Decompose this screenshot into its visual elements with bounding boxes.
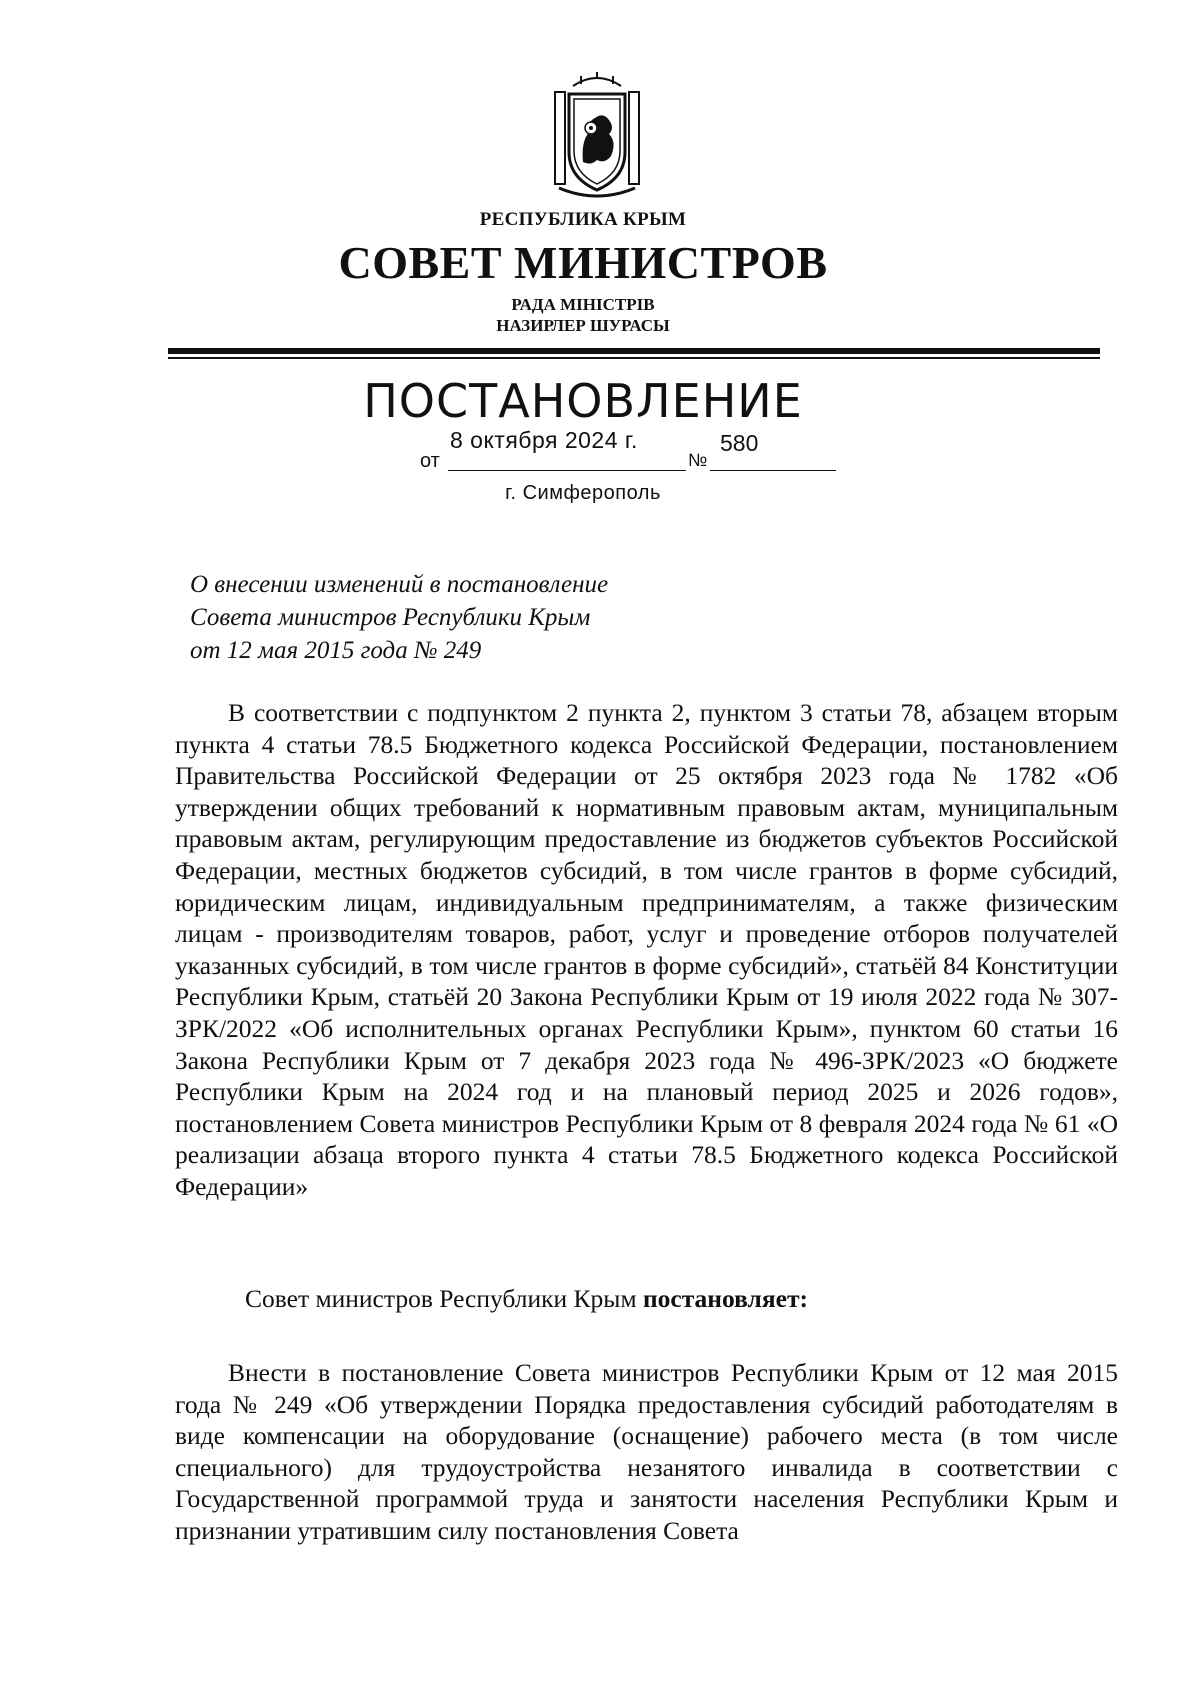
- subject-block: [190, 568, 750, 667]
- date-underline: [448, 470, 686, 471]
- document-type-title: ПОСТАНОВЛЕНИЕ: [363, 374, 803, 428]
- header-divider-thin: [168, 357, 1100, 359]
- council-title-tt: НАЗИРЛЕР ШУРАСЫ: [496, 316, 670, 335]
- crimea-coat-of-arms-icon: [553, 72, 641, 202]
- council-title: СОВЕТ МИНИСТРОВ: [338, 237, 828, 288]
- number-value: 580: [720, 430, 759, 456]
- header-divider-thick: [168, 348, 1100, 354]
- date-label: от: [420, 450, 440, 472]
- body-paragraph: Внести в постановление Совета министров Республики Крым от 12 мая 2015 года № 249 «Об утверждении Порядка предоставления субсидий работодателям в виде компенсации на оборудование (оснащение) рабочего места (в том числе специального) для трудоустройства незанятого инвалида в соответствии с Государственной программой труда и занятости населения Республики Крым и признании утратившим силу постановления Совета: [175, 1358, 1118, 1545]
- decree-lead: Совет министров Республики Крым: [245, 1284, 637, 1313]
- date-number-line: [420, 427, 840, 472]
- number-underline: [710, 470, 836, 471]
- council-title-ua: РАДА МІНІСТРІВ: [511, 295, 655, 314]
- date-value: 8 октября 2024 г.: [450, 427, 638, 453]
- number-label: №: [688, 450, 708, 470]
- republic-name: РЕСПУБЛИКА КРЫМ: [479, 209, 687, 230]
- subject-line: от 12 мая 2015 года № 249: [190, 637, 482, 664]
- subject-line: Совета министров Республики Крым: [190, 604, 591, 631]
- preamble-paragraph: В соответствии с подпунктом 2 пункта 2, пунктом 3 статьи 78, абзацем вторым пункта 4 статьи 78.5 Бюджетного кодекса Российской Федерации, постановлением Правительства Российской Федерации от 25 октября 2023 года № 1782 «Об утверждении общих требований к нормативным правовым актам, муниципальным правовым актам, регулирующим предоставление из бюджетов субъектов Российской Федерации, местных бюджетов субсидий, в том числе грантов в форме субсидий, юридическим лицам, индивидуальным предпринимателям, а также физическим лицам - производителям товаров, работ, услуг и проведение отборов получателей указанных субсидий, в том числе грантов в форме субсидий», статьёй 84 Конституции Республики Крым, статьёй 20 Закона Республики Крым от 19 июля 2022 года № 307-ЗРК/2022 «Об исполнительных органах Республики Крым», пунктом 60 статьи 16 Закона Республики Крым от 7 декабря 2023 года № 496-ЗРК/2023 «О бюджете Республики Крым на 2024 год и на плановый период 2025 и 2026 годов», постановлением Совета министров Республики Крым от 8 февраля 2024 года № 61 «О реализации абзаца второго пункта 4 статьи 78.5 Бюджетного кодекса Российской Федерации»: [175, 698, 1118, 1201]
- decree-verb: постановляет:: [642, 1284, 808, 1313]
- city: г. Симферополь: [505, 482, 661, 504]
- decree-line: [245, 1283, 1045, 1315]
- subject-line: О внесении изменений в постановление: [190, 571, 609, 598]
